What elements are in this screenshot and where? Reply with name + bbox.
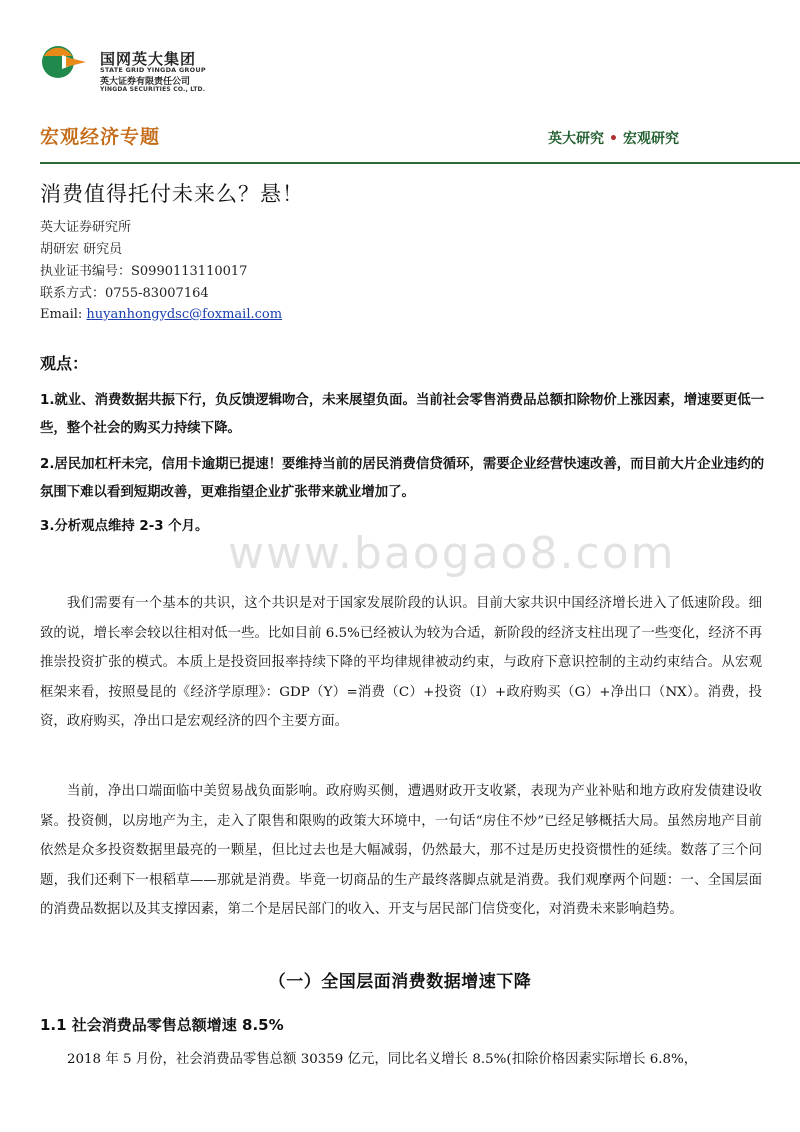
report-title: 消费值得托付未来么？悬！ xyxy=(40,182,304,206)
email-link[interactable]: huyanhongydsc@foxmail.com xyxy=(86,307,283,322)
viewpoint-item: 3.分析观点维持 2-3 个月。 xyxy=(40,519,209,534)
brand-tag xyxy=(548,128,679,148)
body-paragraph: 当前，净出口端面临中美贸易战负面影响。政府购买侧，遭遇财政开支收紧，表现为产业补贴和地方政府发债建设收紧。投资侧，以房地产为主，走入了限售和限购的政策大环境中，一句话“房住不炒”已经足够概括大局。虽然房地产目前依然是众多投资数据里最亮的一颗星，但比过去也是大幅减弱，仍然最大，那不过是历史投资惯性的延续。数落了三个问题，我们还剩下一根稻草——那就是消费。毕竟一切商品的生产最终落脚点就是消费。我们观摩两个问题：一、全国层面的消费品数据以及其支撑因素，第二个是居民部门的收入、开支与居民部门信贷变化，对消费未来影响趋势。 xyxy=(40,784,762,917)
company-name-cn: 国网英大集团 xyxy=(100,50,197,68)
viewpoint-item: 1.就业、消费数据共振下行，负反馈逻辑吻合，未来展望负面。当前社会零售消费品总额扣除物价上涨因素，增速要更低一些，整个社会的购买力持续下降。 xyxy=(40,393,765,436)
header-divider xyxy=(40,162,800,164)
subsidiary-name-en: YINGDA SECURITIES CO., LTD. xyxy=(100,86,206,93)
state-grid-logo-icon xyxy=(40,44,90,80)
company-name-en: STATE GRID YINGDA GROUP xyxy=(100,66,206,74)
license-number: 执业证书编号：S0990113110017 xyxy=(40,264,248,279)
section-heading: （一）全国层面消费数据增速下降 xyxy=(268,972,532,992)
institute: 英大证券研究所 xyxy=(40,220,132,235)
brand-tag-left: 英大研究 xyxy=(548,131,604,147)
subsidiary-name-cn: 英大证券有限责任公司 xyxy=(100,77,191,87)
contact-phone: 联系方式：0755-83007164 xyxy=(40,286,209,301)
watermark: www.baogao8.com xyxy=(228,528,676,579)
brand-dot-icon: • xyxy=(609,131,618,147)
email-label: Email: xyxy=(40,307,87,322)
subsection-heading: 1.1 社会消费品零售总额增速 8.5% xyxy=(40,1016,284,1034)
viewpoint-item: 2.居民加杠杆未完，信用卡逾期已提速！要维持当前的居民消费信贷循环，需要企业经营快速改善，而目前大片企业违约的氛围下难以看到短期改善，更难指望企业扩张带来就业增加了。 xyxy=(40,457,765,500)
contact-email xyxy=(40,305,282,325)
brand-tag-right: 宏观研究 xyxy=(622,131,679,147)
body-paragraph: 2018 年 5 月份，社会消费品零售总额 30359 亿元，同比名义增长 8.5%(扣除价格因素实际增长 6.8%， xyxy=(67,1052,698,1067)
body-paragraph: 我们需要有一个基本的共识，这个共识是对于国家发展阶段的认识。目前大家共识中国经济增长进入了低速阶段。细致的说，增长率会较以往相对低一些。比如目前 6.5%已经被认为较为合适，新阶段的经济支柱出现了一些变化，经济不再推崇投资扩张的模式。本质上是投资回报率持续下降的平均律规律被动约束，与政府下意识控制的主动约束结合。从宏观框架来看，按照曼昆的《经济学原理》：GDP（Y）=消费（C）+投资（I）+政府购买（G）+净出口（NX）。消费，投资，政府购买，净出口是宏观经济的四个主要方面。 xyxy=(40,596,762,729)
report-category: 宏观经济专题 xyxy=(40,126,161,148)
analyst: 胡研宏 研究员 xyxy=(40,242,123,257)
viewpoints-heading: 观点： xyxy=(40,354,89,373)
